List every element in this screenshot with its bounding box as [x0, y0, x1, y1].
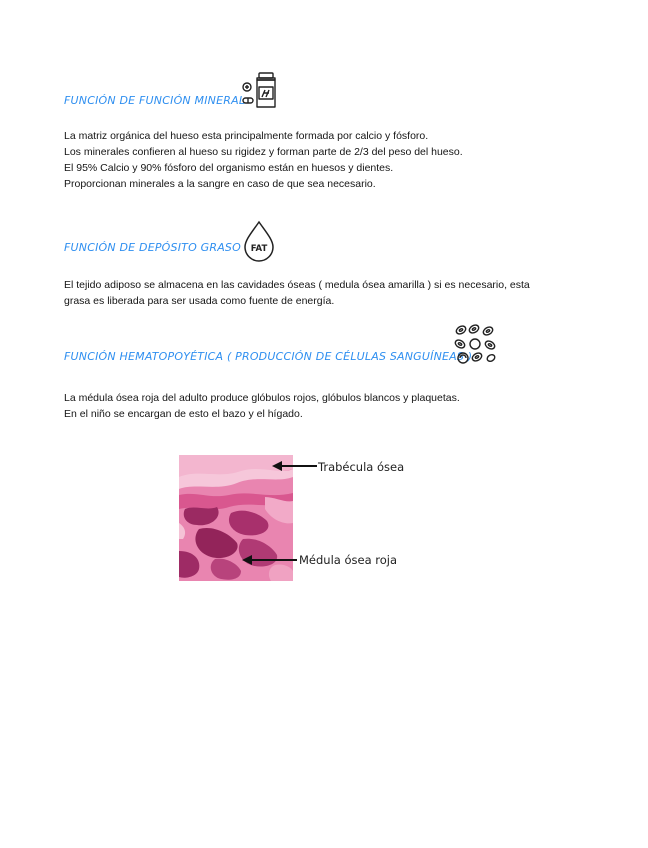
text-line: La matriz orgánica del hueso esta principalmente formada por calcio y fósforo.	[64, 130, 429, 142]
text-line: Proporcionan minerales a la sangre en caso de que sea necesario.	[64, 178, 376, 190]
paragraph-fat	[64, 277, 530, 309]
arrow-trabecula	[272, 460, 318, 472]
text-line: La médula ósea roja del adulto produce glóbulos rojos, glóbulos blancos y plaquetas.	[64, 392, 460, 404]
blood-cells-icon	[452, 322, 498, 366]
label-medula: Médula ósea roja	[299, 553, 398, 567]
paragraph-hemato	[64, 390, 460, 422]
fat-drop-icon	[242, 220, 276, 262]
arrow-medula	[242, 554, 298, 566]
heading-mineral: FUNCIÓN DE FUNCIÓN MINERAL	[64, 94, 246, 107]
paragraph-mineral	[64, 128, 463, 192]
text-line: En el niño se encargan de esto el bazo y el hígado.	[64, 408, 303, 420]
text-line: El 95% Calcio y 90% fósforo del organismo están en huesos y dientes.	[64, 162, 394, 174]
fat-icon-text: FAT	[250, 244, 268, 254]
supplement-bottle-icon	[240, 71, 280, 109]
text-line: El tejido adiposo se almacena en las cavidades óseas ( medula ósea amarilla ) si es necesario, esta	[64, 279, 530, 291]
label-trabecula: Trabécula ósea	[318, 460, 405, 474]
text-line: grasa es liberada para ser usada como fuente de energía.	[64, 295, 335, 307]
heading-fat: FUNCIÓN DE DEPÓSITO GRASO	[64, 241, 241, 254]
text-line: Los minerales confieren al hueso su rigidez y forman parte de 2/3 del peso del hueso.	[64, 146, 463, 158]
heading-hemato: FUNCIÓN HEMATOPOYÉTICA ( PRODUCCIÓN DE CÉLULAS SANGUÍNEAS )	[64, 350, 473, 363]
